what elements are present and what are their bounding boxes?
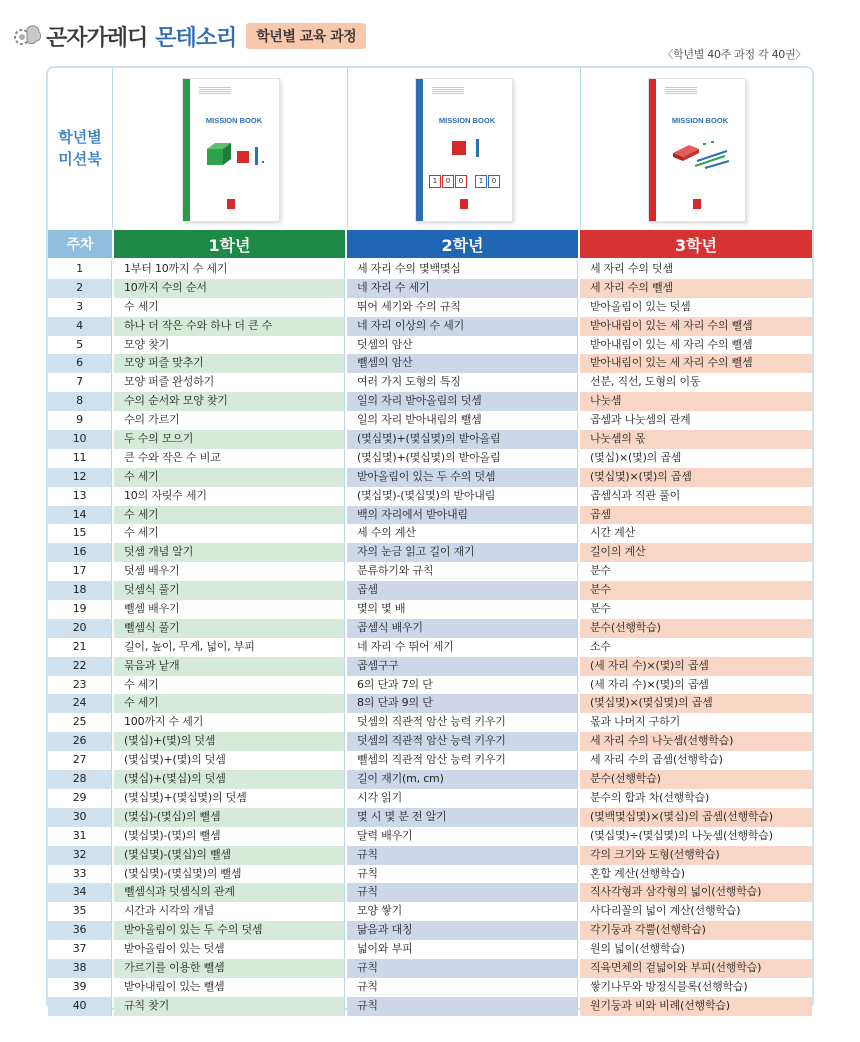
grade2-cell: (몇십몇)+(몇십몇)의 받아올림 xyxy=(347,449,578,468)
grade1-book-cell xyxy=(114,68,348,228)
table-row xyxy=(48,524,812,543)
grade1-cell: 하나 더 작은 수와 하나 더 큰 수 xyxy=(114,317,345,336)
grade2-cell: 백의 자리에서 받아내림 xyxy=(347,506,578,525)
table-row xyxy=(48,581,812,600)
grade3-cell: 곱셈과 나눗셈의 관계 xyxy=(590,413,691,427)
week-cell: 38 xyxy=(48,959,112,978)
week-cell: 9 xyxy=(48,411,112,430)
grade1-cell: (몇십)-(몇십)의 뺄셈 xyxy=(114,808,345,827)
publisher-logo xyxy=(460,199,468,209)
book-publisher-mark xyxy=(432,87,464,94)
week-cell: 35 xyxy=(48,902,112,921)
table-row xyxy=(48,997,812,1016)
week-cell: 1 xyxy=(48,260,112,279)
table-row xyxy=(48,279,812,298)
grade1-cell: 두 수의 모으기 xyxy=(114,430,345,449)
grade1-cell: (몇십)+(몇)의 덧셈 xyxy=(114,732,345,751)
grade1-cell: 수 세기 xyxy=(114,694,345,713)
stacked-blocks-icon xyxy=(669,137,733,171)
week-cell: 14 xyxy=(48,506,112,525)
table-row xyxy=(48,789,812,808)
table-row xyxy=(48,506,812,525)
table-row xyxy=(48,260,812,279)
week-cell: 20 xyxy=(48,619,112,638)
table-row xyxy=(48,865,812,884)
table-row xyxy=(48,354,812,373)
grade1-cell: 모양 찾기 xyxy=(114,336,345,355)
week-cell: 6 xyxy=(48,354,112,373)
publisher-logo xyxy=(693,199,701,209)
grade3-cell: 분수 xyxy=(590,602,611,616)
book-publisher-mark xyxy=(665,87,697,94)
grade3-book-cell xyxy=(580,68,812,228)
table-row xyxy=(48,808,812,827)
week-cell: 34 xyxy=(48,883,112,902)
grade2-cell: 받아올림이 있는 두 수의 덧셈 xyxy=(347,468,578,487)
grade3-cell: 세 자리 수의 뺄셈 xyxy=(580,279,812,298)
grade3-cell: 분수 xyxy=(590,564,611,578)
grade2-cell: 달력 배우기 xyxy=(347,827,578,846)
grade3-cell: (세 자리 수)×(몇)의 곱셈 xyxy=(590,677,709,691)
table-row xyxy=(48,638,812,657)
book-title: MISSION BOOK xyxy=(438,116,496,125)
grade3-cell: 분수(선행학습) xyxy=(580,619,812,638)
grade3-cell: 직사각형과 삼각형의 넓이(선행학습) xyxy=(580,883,812,902)
table-row xyxy=(48,846,812,865)
week-cell: 37 xyxy=(48,940,112,959)
grade3-cell: (몇십몇)×(몇)의 곱셈 xyxy=(580,468,812,487)
table-row xyxy=(48,468,812,487)
week-cell: 16 xyxy=(48,543,112,562)
grade1-cell: 100까지 수 세기 xyxy=(114,713,345,732)
week-cell: 15 xyxy=(48,524,112,543)
grade2-cell: 네 자리 이상의 수 세기 xyxy=(347,317,578,336)
grade3-cell: 받아내림이 있는 세 자리 수의 뺄셈 xyxy=(580,354,812,373)
grade1-cell: 10까지 수의 순서 xyxy=(114,279,345,298)
number-boxes xyxy=(429,175,500,188)
book-title: MISSION BOOK xyxy=(671,116,729,125)
grade1-cell: 10의 자릿수 세기 xyxy=(114,487,345,506)
table-row xyxy=(48,940,812,959)
grade2-cell: 뛰어 세기와 수의 규칙 xyxy=(347,298,578,317)
grade3-cell: (몇십몇)÷(몇십몇)의 나눗셈(선행학습) xyxy=(590,828,773,842)
week-cell: 28 xyxy=(48,770,112,789)
table-row xyxy=(48,619,812,638)
book-publisher-mark xyxy=(199,87,231,94)
grade1-cell: 가르기를 이용한 뺄셈 xyxy=(114,959,345,978)
grade3-cell: 선분, 직선, 도형의 이동 xyxy=(590,375,701,389)
grade3-cell: 혼합 계산(선행학습) xyxy=(590,866,685,880)
grade1-cell: 1부터 10까지 수 세기 xyxy=(114,260,345,279)
grade3-cell: (몇백몇십몇)×(몇십)의 곱셈(선행학습) xyxy=(580,808,812,827)
table-row xyxy=(48,449,812,468)
grade3-cell: 직육면체의 겉넓이와 부피(선행학습) xyxy=(580,959,812,978)
header-grade2: 2학년 xyxy=(347,230,578,258)
mission-book-label-line1: 학년별 xyxy=(58,128,102,146)
grade3-cell: 세 자리 수의 곱셈(선행학습) xyxy=(590,753,723,767)
grade2-cell: 일의 자리 받아올림의 덧셈 xyxy=(347,392,578,411)
grade3-mission-book-image xyxy=(648,78,746,222)
grade2-cell: 규칙 xyxy=(347,846,578,865)
table-row xyxy=(48,883,812,902)
header-week: 주차 xyxy=(48,230,112,258)
grade2-mission-book-image xyxy=(415,78,513,222)
week-cell: 36 xyxy=(48,921,112,940)
grade2-cell: 네 자리 수 세기 xyxy=(347,279,578,298)
number-box: 1 xyxy=(475,175,487,188)
book-title: MISSION BOOK xyxy=(205,116,263,125)
book-spine xyxy=(649,79,656,221)
week-cell: 11 xyxy=(48,449,112,468)
week-cell: 12 xyxy=(48,468,112,487)
week-cell: 24 xyxy=(48,694,112,713)
grade3-cell: 쌓기나무와 방정식블록(선행학습) xyxy=(590,979,748,993)
grade3-cell: 각기둥과 각뿔(선행학습) xyxy=(580,921,812,940)
grade2-cell: 곱셈구구 xyxy=(347,657,578,676)
table-row xyxy=(48,317,812,336)
grade3-cell: 사다리꼴의 넓이 계산(선행학습) xyxy=(590,904,741,918)
grade3-cell: (세 자리 수)×(몇)의 곱셈 xyxy=(580,657,812,676)
grade1-cell: 길이, 높이, 무게, 넓이, 부피 xyxy=(114,638,345,657)
grade2-cell: 규칙 xyxy=(347,883,578,902)
grade2-cell: 곱셈식 배우기 xyxy=(347,619,578,638)
table-row xyxy=(48,562,812,581)
grade1-mission-book-image xyxy=(182,78,280,222)
grade2-cell: 6의 단과 7의 단 xyxy=(347,676,578,695)
table-row xyxy=(48,487,812,506)
grade3-cell: 분수의 합과 차(선행학습) xyxy=(590,790,710,804)
table-row xyxy=(48,732,812,751)
grade1-cell: 큰 수와 작은 수 비교 xyxy=(114,449,345,468)
grade2-cell: 규칙 xyxy=(347,978,578,997)
grade2-cell: 세 자리 수의 몇백몇십 xyxy=(347,260,578,279)
grade1-cell: 모양 퍼즐 맞추기 xyxy=(114,354,345,373)
grade1-cell: 수 세기 xyxy=(114,524,345,543)
book-spine xyxy=(416,79,423,221)
week-cell: 33 xyxy=(48,865,112,884)
grade2-cell: 몇의 몇 배 xyxy=(347,600,578,619)
grade2-cell: 분류하기와 규칙 xyxy=(347,562,578,581)
grade1-cell: 받아내림이 있는 뺄셈 xyxy=(114,978,345,997)
grade3-cell: 나눗셈의 몫 xyxy=(580,430,812,449)
grade2-cell: 덧셈의 직관적 암산 능력 키우기 xyxy=(347,732,578,751)
curriculum-table-body xyxy=(48,260,812,1016)
grade3-cell: 분수 xyxy=(580,581,812,600)
week-cell: 22 xyxy=(48,657,112,676)
mission-book-row xyxy=(48,68,812,228)
book-spine xyxy=(183,79,190,221)
grade2-cell: 덧셈의 직관적 암산 능력 키우기 xyxy=(347,713,578,732)
grade1-cell: (몇십몇)-(몇십몇)의 뺄셈 xyxy=(114,865,345,884)
week-cell: 27 xyxy=(48,751,112,770)
grade2-cell: 자의 눈금 읽고 길이 재기 xyxy=(347,543,578,562)
grade3-cell: 세 자리 수의 덧셈 xyxy=(590,262,673,275)
week-cell: 10 xyxy=(48,430,112,449)
grade2-cell: 모양 쌓기 xyxy=(347,902,578,921)
week-cell: 8 xyxy=(48,392,112,411)
number-box: 0 xyxy=(455,175,467,188)
grade2-cell: 여러 가지 도형의 특징 xyxy=(347,373,578,392)
grade2-cell: 뺄셈의 암산 xyxy=(347,354,578,373)
grade3-cell: 곱셈식과 직관 풀이 xyxy=(590,488,681,502)
week-cell: 23 xyxy=(48,676,112,695)
week-cell: 26 xyxy=(48,732,112,751)
grade1-cell: (몇십몇)+(몇)의 덧셈 xyxy=(114,751,345,770)
table-row xyxy=(48,921,812,940)
number-box: 0 xyxy=(488,175,500,188)
table-row xyxy=(48,298,812,317)
brand-name-first: 곤자가레디 xyxy=(46,25,148,51)
grade3-cell: 받아올림이 있는 덧셈 xyxy=(590,299,691,313)
table-row xyxy=(48,751,812,770)
publisher-logo xyxy=(227,199,235,209)
table-row xyxy=(48,600,812,619)
grade3-cell: 몫과 나머지 구하기 xyxy=(590,715,681,729)
week-cell: 2 xyxy=(48,279,112,298)
table-row xyxy=(48,676,812,695)
grade2-cell: 규칙 xyxy=(347,997,578,1016)
week-cell: 30 xyxy=(48,808,112,827)
header-grade3: 3학년 xyxy=(580,230,812,258)
grade3-cell: 세 자리 수의 나눗셈(선행학습) xyxy=(580,732,812,751)
table-row xyxy=(48,770,812,789)
week-cell: 32 xyxy=(48,846,112,865)
grade1-cell: (몇십몇)+(몇십몇)의 덧셈 xyxy=(114,789,345,808)
grade3-cell: (몇십몇)×(몇십몇)의 곱셈 xyxy=(580,694,812,713)
mission-book-label xyxy=(48,68,113,228)
grade3-cell: 원의 넓이(선행학습) xyxy=(590,942,685,956)
grade2-cell: 닮음과 대칭 xyxy=(347,921,578,940)
grade1-cell: 규칙 찾기 xyxy=(114,997,345,1016)
grade2-cell: 세 수의 계산 xyxy=(347,524,578,543)
table-row xyxy=(48,694,812,713)
grade3-cell: 소수 xyxy=(590,639,611,653)
grade3-cell: 곱셈 xyxy=(580,506,812,525)
grade1-cell: 수 세기 xyxy=(114,506,345,525)
table-row xyxy=(48,827,812,846)
table-row xyxy=(48,430,812,449)
number-box: 1 xyxy=(429,175,441,188)
week-cell: 5 xyxy=(48,336,112,355)
header-grade1: 1학년 xyxy=(114,230,345,258)
grade3-cell: 길이의 계산 xyxy=(580,543,812,562)
table-row xyxy=(48,411,812,430)
grade1-cell: 수 세기 xyxy=(114,298,345,317)
week-cell: 3 xyxy=(48,298,112,317)
grade1-cell: 모양 퍼즐 완성하기 xyxy=(114,373,345,392)
grade2-cell: 몇 시 몇 분 전 알기 xyxy=(347,808,578,827)
grade1-cell: 수의 가르기 xyxy=(114,411,345,430)
grade1-cell: 받아올림이 있는 두 수의 덧셈 xyxy=(114,921,345,940)
grade3-cell: (몇십)×(몇)의 곱셈 xyxy=(590,450,682,464)
grade1-cell: 수 세기 xyxy=(114,468,345,487)
week-cell: 39 xyxy=(48,978,112,997)
table-row xyxy=(48,657,812,676)
course-note: 〈학년별 40주 과정 각 40권〉 xyxy=(662,48,806,61)
table-row xyxy=(48,959,812,978)
grade1-cell: 뺄셈식 풀기 xyxy=(114,619,345,638)
cube-blocks-icon xyxy=(205,139,271,175)
curriculum-badge: 학년별 교육 과정 xyxy=(246,23,366,49)
number-box: 0 xyxy=(442,175,454,188)
grade1-cell: (몇십)+(몇십)의 덧셈 xyxy=(114,770,345,789)
grade3-cell: 분수(선행학습) xyxy=(580,770,812,789)
week-cell: 13 xyxy=(48,487,112,506)
grade2-cell: 넓이와 부피 xyxy=(347,940,578,959)
grade3-cell: 나눗셈 xyxy=(580,392,812,411)
grade2-cell: 시각 읽기 xyxy=(347,789,578,808)
mission-book-label-line2: 미션북 xyxy=(58,150,102,168)
grade1-cell: 받아올림이 있는 덧셈 xyxy=(114,940,345,959)
week-cell: 17 xyxy=(48,562,112,581)
page-header xyxy=(12,18,366,54)
table-row xyxy=(48,336,812,355)
grade1-cell: 뺄셈 배우기 xyxy=(114,600,345,619)
grade2-cell: 곱셈 xyxy=(347,581,578,600)
grade1-cell: 덧셈 개념 알기 xyxy=(114,543,345,562)
grade3-cell: 원기둥과 비와 비례(선행학습) xyxy=(580,997,812,1016)
week-cell: 19 xyxy=(48,600,112,619)
grade1-cell: (몇십몇)-(몇십)의 뺄셈 xyxy=(114,846,345,865)
table-row xyxy=(48,978,812,997)
brand-name-second: 몬테소리 xyxy=(155,25,237,51)
grade1-cell: 뺄셈식과 덧셈식의 관계 xyxy=(114,883,345,902)
table-row xyxy=(48,902,812,921)
grade2-cell: 길이 재기(m, cm) xyxy=(347,770,578,789)
grade2-book-cell xyxy=(347,68,581,228)
table-row xyxy=(48,713,812,732)
grade1-cell: 묶음과 낱개 xyxy=(114,657,345,676)
grade2-cell: 덧셈의 암산 xyxy=(347,336,578,355)
grade2-cell: 8의 단과 9의 단 xyxy=(347,694,578,713)
week-cell: 21 xyxy=(48,638,112,657)
week-cell: 40 xyxy=(48,997,112,1016)
week-cell: 25 xyxy=(48,713,112,732)
grade1-cell: 덧셈 배우기 xyxy=(114,562,345,581)
grade2-cell: (몇십몇)+(몇십몇)의 받아올림 xyxy=(347,430,578,449)
week-cell: 7 xyxy=(48,373,112,392)
week-cell: 29 xyxy=(48,789,112,808)
grade1-cell: 수 세기 xyxy=(114,676,345,695)
grade3-cell: 받아내림이 있는 세 자리 수의 뺄셈 xyxy=(590,337,753,351)
brain-gear-logo-icon xyxy=(12,23,42,49)
grade1-cell: 시간과 시각의 개념 xyxy=(114,902,345,921)
grade3-cell: 시간 계산 xyxy=(590,526,636,540)
grade2-cell: 네 자리 수 뛰어 세기 xyxy=(347,638,578,657)
table-header xyxy=(48,230,812,258)
hundred-square-and-ten-bar-icon xyxy=(446,139,486,159)
table-row xyxy=(48,373,812,392)
grade2-cell: 뺄셈의 직관적 암산 능력 키우기 xyxy=(347,751,578,770)
grade2-cell: (몇십몇)-(몇십몇)의 받아내림 xyxy=(347,487,578,506)
week-cell: 4 xyxy=(48,317,112,336)
grade2-cell: 일의 자리 받아내림의 뺄셈 xyxy=(347,411,578,430)
grade2-cell: 규칙 xyxy=(347,959,578,978)
grade1-cell: (몇십몇)-(몇)의 뺄셈 xyxy=(114,827,345,846)
table-row xyxy=(48,392,812,411)
week-cell: 18 xyxy=(48,581,112,600)
grade2-cell: 규칙 xyxy=(347,865,578,884)
grade3-cell: 각의 크기와 도형(선행학습) xyxy=(580,846,812,865)
grade1-cell: 덧셈식 풀기 xyxy=(114,581,345,600)
table-row xyxy=(48,543,812,562)
grade1-cell: 수의 순서와 모양 찾기 xyxy=(114,392,345,411)
week-cell: 31 xyxy=(48,827,112,846)
grade3-cell: 받아내림이 있는 세 자리 수의 뺄셈 xyxy=(580,317,812,336)
